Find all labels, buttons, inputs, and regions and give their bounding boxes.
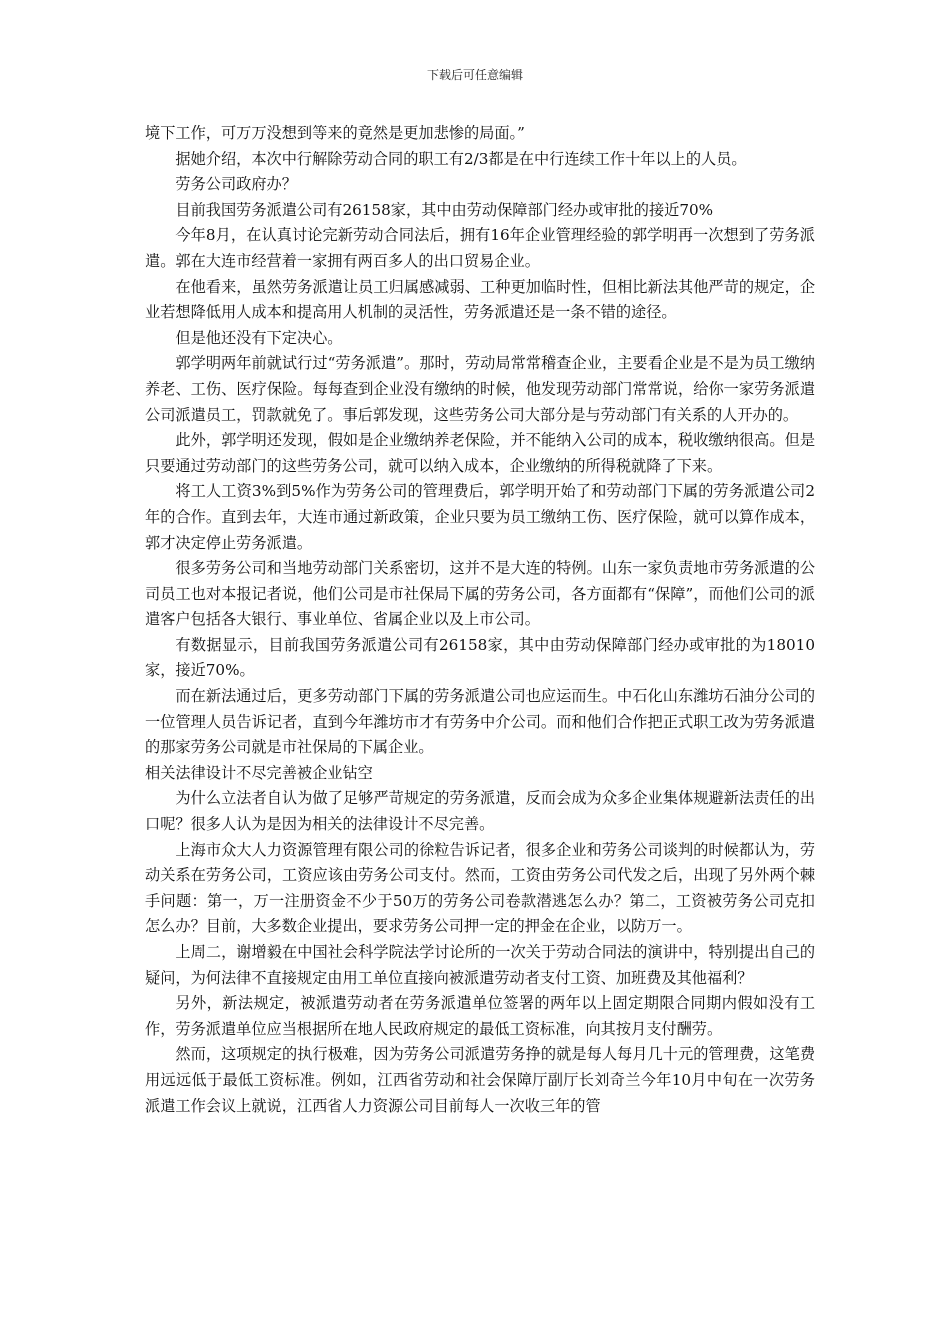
paragraph: 上海市众大人力资源管理有限公司的徐粒告诉记者，很多企业和劳务公司谈判的时候都认为，劳动关系在劳务公司，工资应该由劳务公司支付。然而，工资由劳务公司代发之后，出现了另外两个棘手问题：第一，万一注册资金不少于50万的劳务公司卷款潜逃怎么办？第二，工资被劳务公司克扣怎么办？目前，大多数企业提出，要求劳务公司押一定的押金在企业，以防万一。 [145,840,815,936]
page-header: 下载后可任意编辑 [426,68,523,82]
paragraph: 将工人工资3%到5%作为劳务公司的管理费后，郭学明开始了和劳动部门下属的劳务派遣公司2年的合作。直到去年，大连市通过新政策，企业只要为员工缴纳工伤、医疗保险，就可以算作成本，郭才决定停止劳务派遣。 [145,482,815,552]
paragraph: 郭学明两年前就试行过“劳务派遣”。那时，劳动局常常稽查企业，主要看企业是不是为员工缴纳养老、工伤、医疗保险。每每查到企业没有缴纳的时候，他发现劳动部门常常说，给你一家劳务派遣公司派遣员工，罚款就免了。事后郭发现，这些劳务公司大部分是与劳动部门有关系的人开办的。 [145,354,815,424]
paragraph: 有数据显示，目前我国劳务派遣公司有26158家，其中由劳动保障部门经办或审批的为18010家，接近70%。 [145,635,815,680]
paragraph: 很多劳务公司和当地劳动部门关系密切，这并不是大连的特例。山东一家负责地市劳务派遣的公司员工也对本报记者说，他们公司是市社保局下属的劳务公司，各方面都有“保障”，而他们公司的派遣客户包括各大银行、事业单位、省属企业以及上市公司。 [145,559,815,629]
paragraph: 在他看来，虽然劳务派遣让员工归属感减弱、工种更加临时性，但相比新法其他严苛的规定，企业若想降低用人成本和提高用人机制的灵活性，劳务派遣还是一条不错的途径。 [145,277,815,322]
section-heading: 相关法律设计不尽完善被企业钻空 [145,763,373,782]
paragraph: 而在新法通过后，更多劳动部门下属的劳务派遣公司也应运而生。中石化山东潍坊石油分公司的一位管理人员告诉记者，直到今年潍坊市才有劳务中介公司。而和他们合作把正式职工改为劳务派遣的那家劳务公司就是市社保局的下属企业。 [145,687,815,757]
continuation-text: 境下工作，可万万没想到等来的竟然是更加悲惨的局面。” [145,124,525,142]
paragraph: 今年8月，在认真讨论完新劳动合同法后，拥有16年企业管理经验的郭学明再一次想到了劳务派遣。郭在大连市经营着一家拥有两百多人的出口贸易企业。 [145,226,815,270]
paragraph: 然而，这项规定的执行极难，因为劳务公司派遣劳务挣的就是每人每月几十元的管理费，这笔费用远远低于最低工资标准。例如，江西省劳动和社会保障厅副厅长刘奇兰今年10月中旬在一次劳务派遣工作会议上就说，江西省人力资源公司目前每人一次收三年的管 [145,1045,815,1115]
paragraph: 据她介绍，本次中行解除劳动合同的职工有2/3都是在中行连续工作十年以上的人员。 [175,149,747,168]
paragraph: 上周二，谢增毅在中国社会科学院法学讨论所的一次关于劳动合同法的演讲中，特别提出自己的疑问，为何法律不直接规定由用工单位直接向被派遣劳动者支付工资、加班费及其他福利？ [145,943,815,987]
paragraph: 为什么立法者自认为做了足够严苛规定的劳务派遣，反而会成为众多企业集体规避新法责任的出口呢？很多人认为是因为相关的法律设计不尽完善。 [145,789,815,834]
paragraph: 但是他还没有下定决心。 [175,328,343,347]
paragraph: 目前我国劳务派遣公司有26158家，其中由劳动保障部门经办或审批的接近70% [175,200,714,219]
paragraph: 劳务公司政府办？ [175,175,297,194]
paragraph: 此外，郭学明还发现，假如是企业缴纳养老保险，并不能纳入公司的成本，税收缴纳很高。但是只要通过劳动部门的这些劳务公司，就可以纳入成本，企业缴纳的所得税就降了下来。 [145,431,815,475]
paragraph: 另外，新法规定，被派遣劳动者在劳务派遣单位签署的两年以上固定期限合同期内假如没有工作，劳务派遣单位应当根据所在地人民政府规定的最低工资标准，向其按月支付酬劳。 [145,994,815,1038]
article-body [145,121,815,1119]
